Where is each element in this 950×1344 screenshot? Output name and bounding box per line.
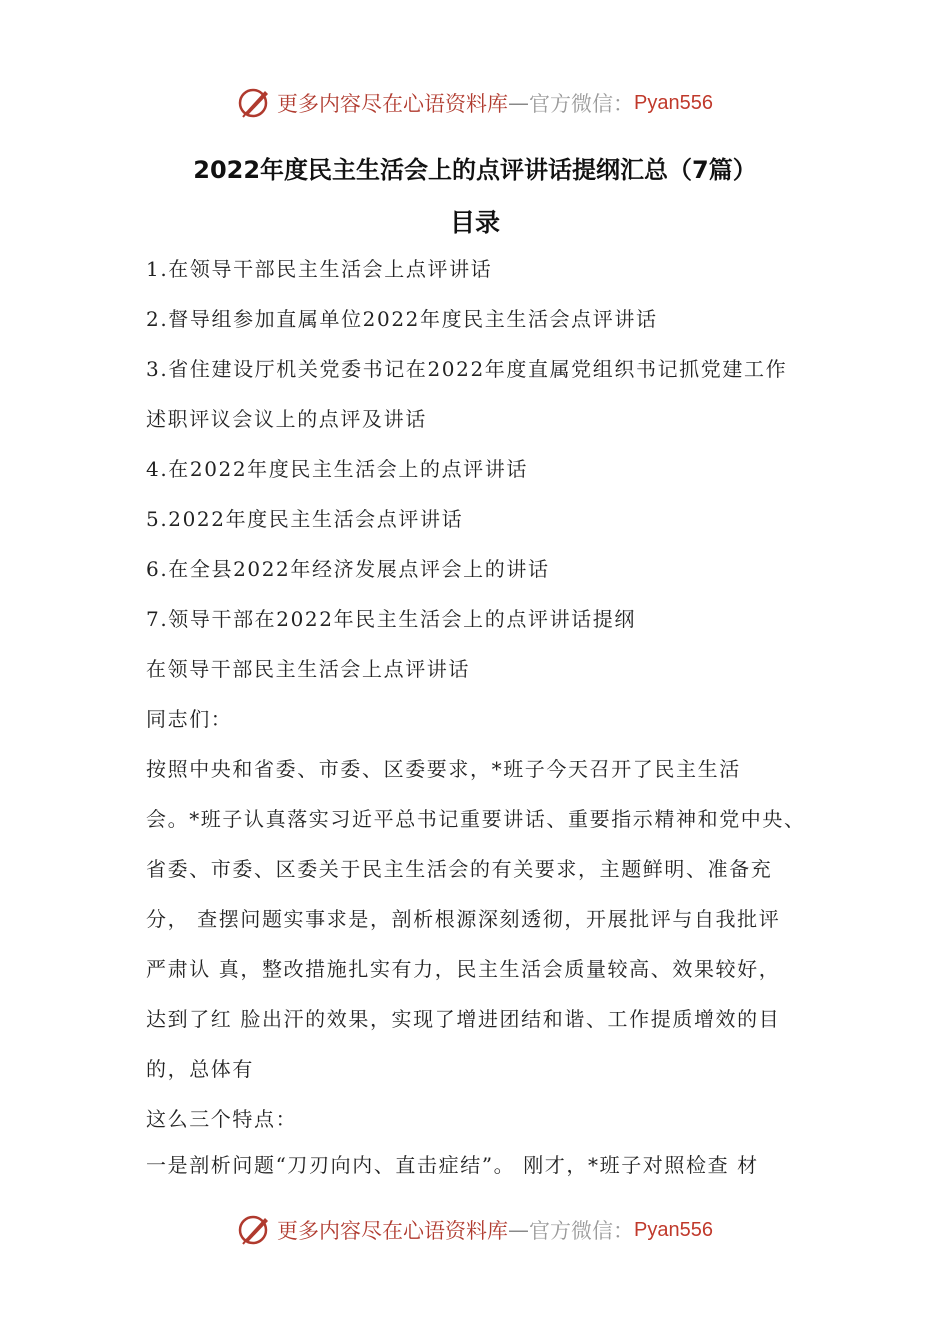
- body-line: 省委、市委、区委关于民主生活会的有关要求，主题鲜明、准备充: [146, 857, 773, 881]
- banner-dash: —: [508, 91, 530, 115]
- body-line: 这么三个特点：: [146, 1107, 298, 1131]
- toc-heading: 目录: [449, 208, 500, 237]
- toc-item: 1.在领导干部民主生活会上点评讲话: [146, 257, 493, 281]
- header-banner: [0, 83, 950, 123]
- banner-wechat-id: Pyan556: [634, 1218, 713, 1241]
- toc-item: 2.督导组参加直属单位2022年度民主生活会点评讲话: [146, 307, 658, 331]
- body-line: 严肃认 真，整改措施扎实有力，民主生活会质量较高、效果较好，: [146, 957, 781, 981]
- toc-item: 5.2022年度民主生活会点评讲话: [146, 507, 464, 531]
- banner-dash: —: [508, 1218, 530, 1242]
- body-line: 达到了红 脸出汗的效果，实现了增进团结和谐、工作提质增效的目: [146, 1007, 781, 1031]
- toc-item: 述职评议会议上的点评及讲话: [146, 407, 427, 431]
- banner-wechat-label: 官方微信：: [529, 92, 635, 116]
- toc-item: 7.领导干部在2022年民主生活会上的点评讲话提纲: [146, 607, 636, 631]
- banner-wechat-id: Pyan556: [634, 91, 713, 114]
- toc-item: 4.在2022年度民主生活会上的点评讲话: [146, 457, 528, 481]
- body-line: 一是剖析问题“刀刃向内、直击症结”。 刚才，*班子对照检查 材: [146, 1153, 759, 1177]
- toc-item: 3.省住建设厅机关党委书记在2022年度直属党组织书记抓党建工作: [146, 357, 788, 381]
- body-line: 会。*班子认真落实习近平总书记重要讲话、重要指示精神和党中央、: [146, 807, 806, 831]
- salutation: 同志们：: [146, 707, 233, 731]
- banner-brand-text: 更多内容尽在心语资料库: [277, 92, 509, 116]
- document-content: [146, 250, 826, 1196]
- document-title: 2022年度民主生活会上的点评讲话提纲汇总（7篇）: [193, 156, 757, 184]
- toc-item: 6.在全县2022年经济发展点评会上的讲话: [146, 557, 550, 581]
- section-heading: 在领导干部民主生活会上点评讲话: [146, 657, 470, 681]
- footer-banner: [0, 1210, 950, 1250]
- quill-pen-logo-icon: [237, 1212, 273, 1248]
- body-line: 按照中央和省委、市委、区委要求，*班子今天召开了民主生活: [146, 757, 741, 781]
- banner-brand-text: 更多内容尽在心语资料库: [277, 1219, 509, 1243]
- body-line: 分， 查摆问题实事求是，剖析根源深刻透彻，开展批评与自我批评: [146, 907, 781, 931]
- quill-pen-logo-icon: [237, 85, 273, 121]
- banner-wechat-label: 官方微信：: [529, 1219, 635, 1243]
- body-line: 的，总体有: [146, 1057, 254, 1081]
